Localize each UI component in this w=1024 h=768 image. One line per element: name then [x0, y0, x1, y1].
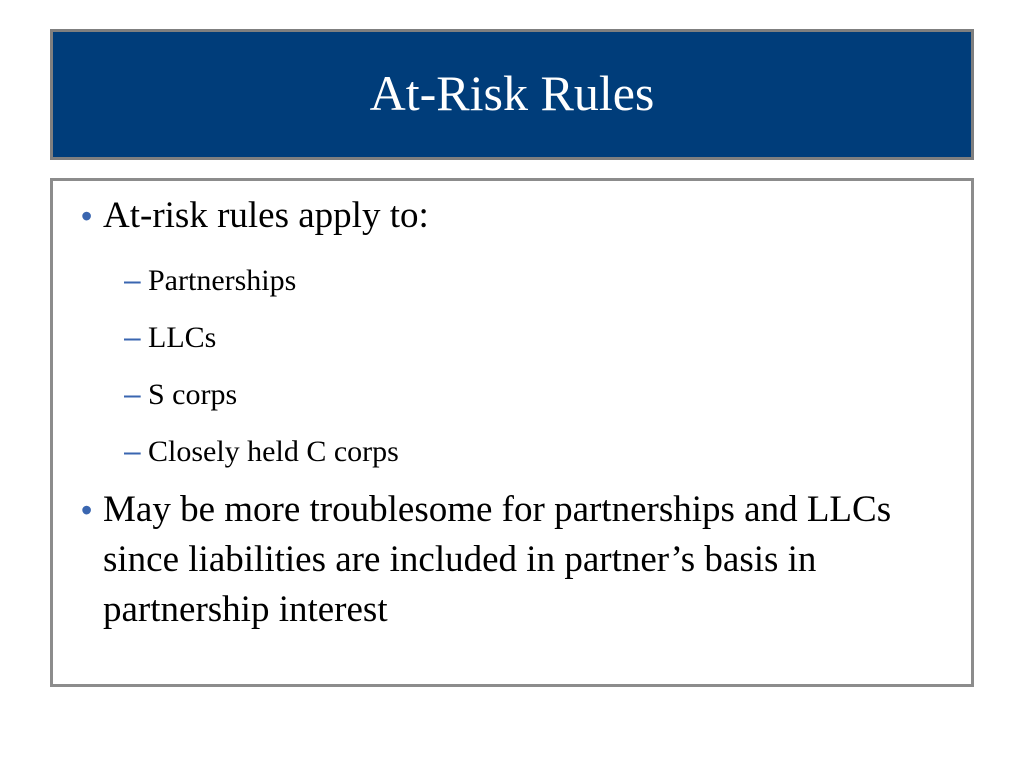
slide-title-box	[50, 29, 974, 160]
subitem-text: Closely held C corps	[148, 435, 399, 468]
dash-icon: –	[124, 264, 141, 297]
bullet-item-2	[73, 485, 933, 635]
subitem-closely-held-c-corps	[124, 432, 399, 472]
bullet-text: At-risk rules apply to:	[103, 195, 429, 236]
dash-icon: –	[124, 378, 141, 411]
dash-icon: –	[124, 321, 141, 354]
subitem-llcs	[124, 318, 216, 358]
slide-title: At-Risk Rules	[369, 64, 655, 121]
bullet-icon: •	[81, 198, 93, 234]
bullet-item-1	[73, 191, 953, 241]
subitem-s-corps	[124, 375, 237, 415]
subitem-text: Partnerships	[148, 264, 297, 297]
bullet-text: May be more troublesome for partnerships and LLCs since liabilities are included in partner’s basis in partnership interest	[103, 489, 892, 630]
subitem-text: LLCs	[148, 321, 217, 354]
dash-icon: –	[124, 435, 141, 468]
subitem-partnerships	[124, 261, 296, 301]
bullet-icon: •	[81, 492, 93, 528]
subitem-text: S corps	[148, 378, 238, 411]
slide-content-box	[50, 178, 974, 687]
